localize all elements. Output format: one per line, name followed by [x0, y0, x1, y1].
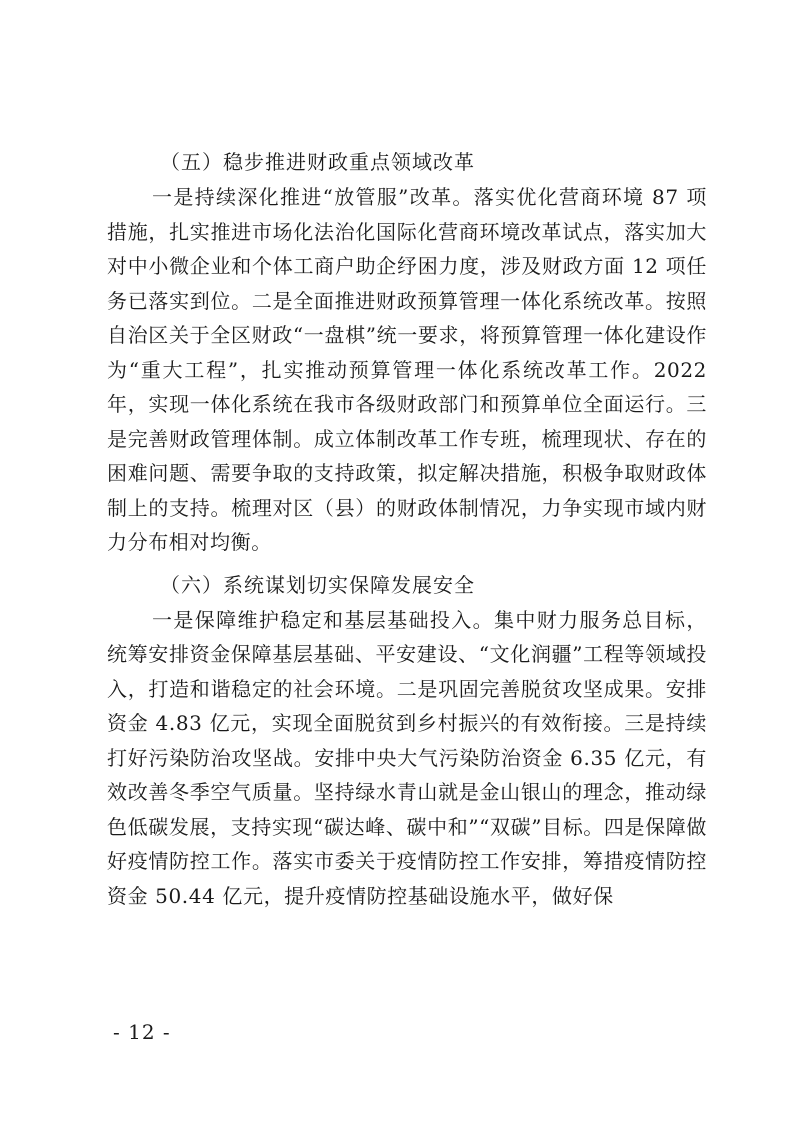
- page-number: - 12 -: [113, 1020, 171, 1044]
- section-paragraph-6: 一是保障维护稳定和基层基础投入。集中财力服务总目标，统筹安排资金保障基层基础、平安建设、“文化润疆”工程等领域投入，打造和谐稳定的社会环境。二是巩固完善脱贫攻坚成果。安排资金 4.83 亿元，实现全面脱贫到乡村振兴的有效衔接。三是持续打好污染防治攻坚战。安排中央大气污染防治资金 6.35 亿元，有效改善冬季空气质量。坚持绿水青山就是金山银山的理念，推动绿色低碳发展，支持实现“碳达峰、碳中和”“双碳”目标。四是保障做好疫情防控工作。落实市委关于疫情防控工作安排，筹措疫情防控资金 50.44 亿元，提升疫情防控基础设施水平，做好保: [107, 607, 707, 908]
- section-heading-6: （六）系统谋划切实保障发展安全: [160, 572, 475, 597]
- section-heading-5: （五）稳步推进财政重点领域改革: [160, 150, 475, 174]
- document-body: [107, 147, 707, 913]
- section-paragraph-5: 一是持续深化推进“放管服”改革。落实优化营商环境 87 项措施，扎实推进市场化法治化国际化营商环境改革试点，落实加大对中小微企业和个体工商户助企纾困力度，涉及财政方面 12 项任务已落实到位。二是全面推进财政预算管理一体化系统改革。按照自治区关于全区财政“一盘棋”统一要求，将预算管理一体化建设作为“重大工程”，扎实推动预算管理一体化系统改革工作。2022 年，实现一体化系统在我市各级财政部门和预算单位全面运行。三是完善财政管理体制。成立体制改革工作专班，梳理现状、存在的困难问题、需要争取的支持政策，拟定解决措施，积极争取财政体制上的支持。梳理对区（县）的财政体制情况，力争实现市域内财力分布相对均衡。: [107, 185, 707, 554]
